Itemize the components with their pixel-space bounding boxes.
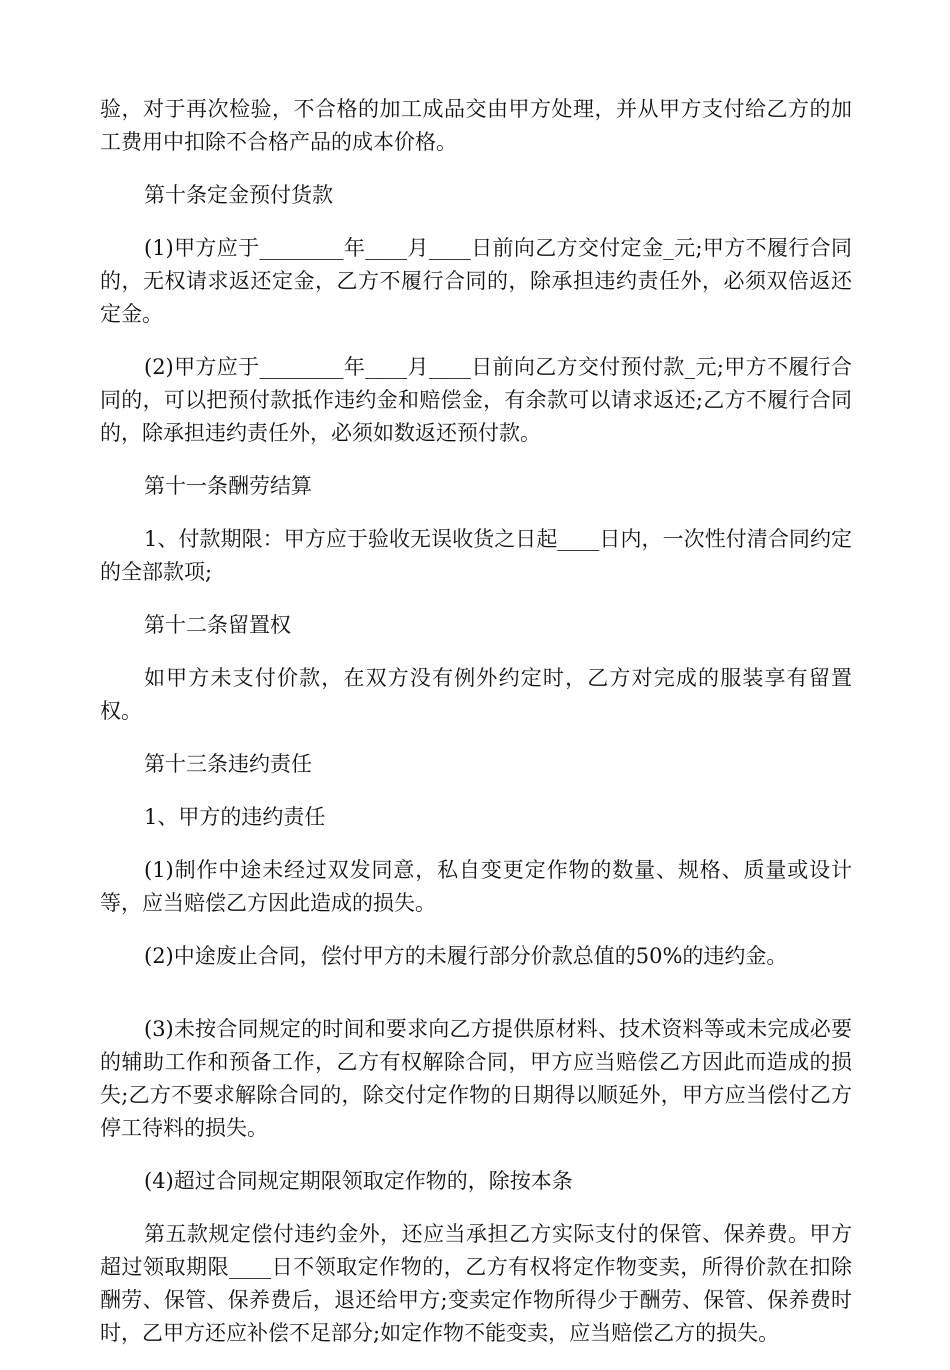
document-page: [100, 93, 852, 1370]
paragraph-liability-item-3: (3)未按合同规定的时间和要求向乙方提供原材料、技术资料等或未完成必要的辅助工作和预备工作，乙方有权解除合同，甲方应当赔偿乙方因此而造成的损失;乙方不要求解除合同的，除交付定作物的日期得以顺延外，甲方应当偿付乙方停工待料的损失。: [100, 1017, 852, 1140]
paragraph-payment-term: 1、付款期限：甲方应于验收无误收货之日起____日内，一次性付清合同约定的全部款项;: [100, 527, 852, 584]
paragraph-lien-right: 如甲方未支付价款，在双方没有例外约定时，乙方对完成的服装享有留置权。: [100, 666, 852, 723]
paragraph-continuation: 验，对于再次检验，不合格的加工成品交由甲方处理，并从甲方支付给乙方的加工费用中扣除不合格产品的成本价格。: [100, 97, 852, 154]
paragraph-deposit-clause: (1)甲方应于________年____月____日前向乙方交付定金_元;甲方不履行合同的，无权请求返还定金，乙方不履行合同的，除承担违约责任外，必须双倍返还定金。: [100, 236, 852, 326]
blank-line: [100, 993, 852, 1013]
paragraph-liability-item-1: (1)制作中途未经过双发同意，私自变更定作物的数量、规格、质量或设计等，应当赔偿乙方因此造成的损失。: [100, 858, 852, 915]
section-heading-article-10: 第十条定金预付货款: [144, 183, 333, 207]
section-heading-article-13: 第十三条违约责任: [144, 752, 312, 776]
paragraph-prepayment-clause: (2)甲方应于________年____月____日前向乙方交付预付款_元;甲方不履行合同的，可以把预付款抵作违约金和赔偿金，有余款可以请求返还;乙方不履行合同的，除承担违约责任外，必须如数返还预付款。: [100, 355, 852, 445]
paragraph-liability-item-4: (4)超过合同规定期限领取定作物的，除按本条: [144, 1169, 573, 1193]
subheading-party-a-liability: 1、甲方的违约责任: [144, 805, 326, 829]
section-heading-article-12: 第十二条留置权: [144, 613, 291, 637]
section-heading-article-11: 第十一条酬劳结算: [144, 474, 312, 498]
paragraph-liability-item-2: (2)中途废止合同，偿付甲方的未履行部分价款总值的50%的违约金。: [144, 944, 788, 968]
paragraph-liability-continuation: 第五款规定偿付违约金外，还应当承担乙方实际支付的保管、保养费。甲方超过领取期限____日不领取定作物的，乙方有权将定作物变卖，所得价款在扣除酬劳、保管、保养费后，退还给甲方;变卖定作物所得少于酬劳、保管、保养费时时，乙甲方还应补偿不足部分;如定作物不能变卖，应当赔偿乙方的损失。: [100, 1222, 852, 1345]
